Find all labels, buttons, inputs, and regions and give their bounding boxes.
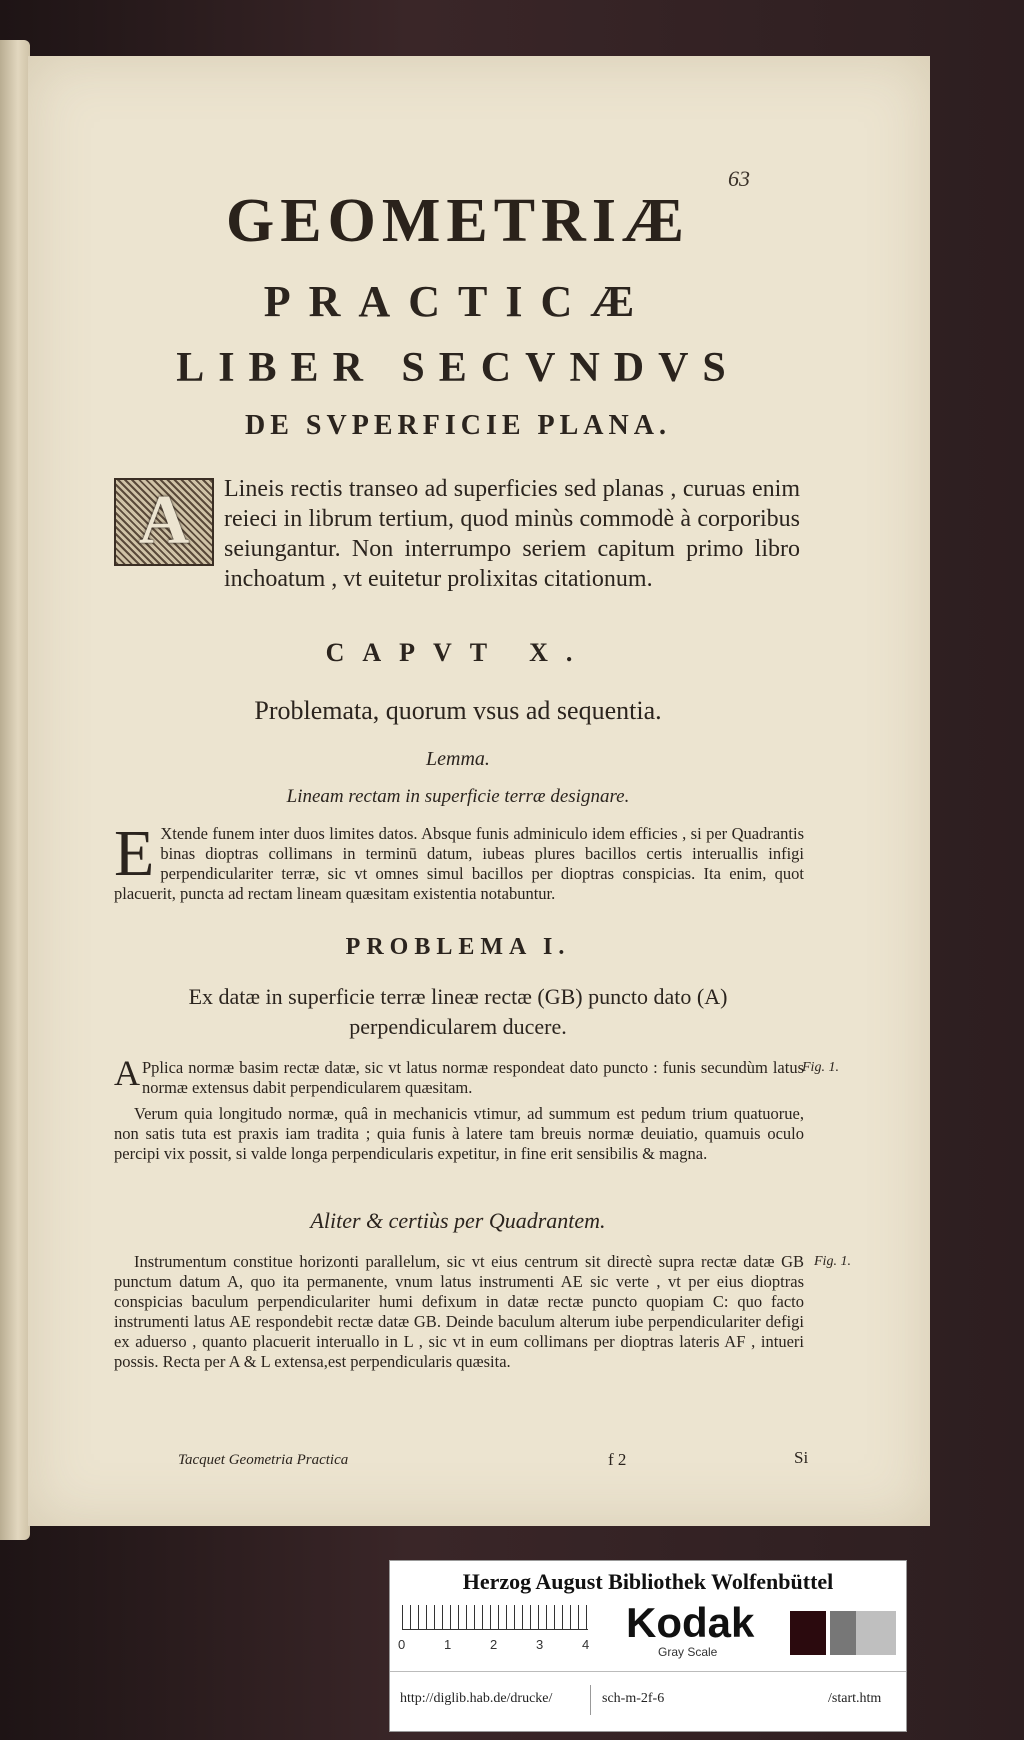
- aliter-heading: Aliter & certiùs per Quadrantem.: [310, 1208, 606, 1233]
- decorated-initial-a: [114, 478, 214, 566]
- signature-mark: f 2: [608, 1450, 627, 1469]
- ruler-number: 2: [490, 1637, 498, 1652]
- url-base: http://diglib.hab.de/drucke/: [400, 1691, 553, 1706]
- title-practicae: PRACTICÆ: [263, 277, 653, 326]
- page-number: 63: [728, 166, 750, 191]
- chapter-heading: CAPVT X.: [325, 638, 591, 667]
- color-swatch-light: [856, 1611, 896, 1655]
- title-liber-secundus: LIBER SECVNDVS: [176, 345, 740, 391]
- margin-note-fig-1: Fig. 1.: [802, 1060, 839, 1075]
- running-title: Tacquet Geometria Practica: [178, 1452, 349, 1468]
- lemma-title: Lineam rectam in superficie terræ designare.: [286, 786, 630, 807]
- problem-paragraph-2: Verum quia longitudo normæ, quâ in mechanicis vtimur, ad summum est pedum trium quatuorue, non satis tuta est praxis iam tradita ; quia funis à latere tam breuis normæ deuiatio, quamuis oculo percipi vix possit, si valde longa perpendicularis expetitur, in fine erit sensibilis & magna.: [114, 1104, 804, 1163]
- ruler-number: 4: [582, 1637, 590, 1652]
- lemma-body: Xtende funem inter duos limites datos. Absque funis adminiculo idem efficies , si per Quadrantis binas dioptras collimans in terminū datum, iubeas plures bacillos certis interuallis infigi perpendiculariter terræ, sic vt omnes simul bacillos per dioptras conspicias. Ita enim, quot placuerit, puncta ad rectam lineam quæsitam existentia notabuntur.: [114, 824, 804, 903]
- color-swatch-mid: [830, 1611, 856, 1655]
- title-de-superficie: DE SVPERFICIE PLANA.: [245, 410, 671, 441]
- url-separator: [590, 1685, 591, 1715]
- catchword: Si: [794, 1448, 809, 1467]
- ruler-number: 3: [536, 1637, 544, 1652]
- kodak-logo: Kodak: [626, 1599, 755, 1646]
- margin-note-fig-1-second: Fig. 1.: [814, 1254, 851, 1269]
- ruler-number: 1: [444, 1637, 452, 1652]
- initial-a-small: A: [114, 1053, 140, 1093]
- intro-paragraph: [114, 474, 800, 594]
- target-divider: [390, 1671, 906, 1672]
- color-swatch-dark: [790, 1611, 826, 1655]
- book-page: [28, 56, 930, 1526]
- problem-paragraph-1: [114, 1053, 804, 1098]
- chapter-subtitle: Problemata, quorum vsus ad sequentia.: [254, 696, 662, 725]
- facing-page-edge: [0, 40, 30, 1540]
- url-end: /start.htm: [828, 1691, 882, 1706]
- institution-name: Herzog August Bibliothek Wolfenbüttel: [462, 1569, 834, 1594]
- kodak-scan-target: [389, 1560, 907, 1732]
- problem-heading: PROBLEMA I.: [345, 934, 571, 960]
- intro-text: Lineis rectis transeo ad superficies sed planas , curuas enim reieci in librum tertium, quod minùs commodè à corporibus seiungantur. Non interrumpo seriem capitum primo libro inchoatum , vt euitetur prolixitas citationum.: [224, 476, 800, 592]
- ruler-number: 0: [398, 1637, 406, 1652]
- problem-paragraph-3: Instrumentum constitue horizonti parallelum, sic vt eius centrum sit directè supra rectæ datæ GB punctum datum A, quo ita permanente, vnum latus instrumenti AE sic verte , vt per eius dioptras conspicias baculum perpendiculariter humi defixum in datæ rectæ puncto quopiam C: quo facto instrumenti latus AE respondebit rectæ datæ GB. Deinde baculum alterum iube perpendiculariter defigi ex aduerso , quanto placuerit interuallo in L , sic vt in eum collimans per dioptras lateris AF , intueri possis. Recta per A & L extensa,est perpendicularis quæsita.: [114, 1252, 804, 1371]
- lemma-label: Lemma.: [426, 748, 490, 770]
- gray-scale-label: Gray Scale: [658, 1645, 718, 1659]
- initial-e: E: [114, 817, 155, 890]
- problem-statement: Ex datæ in superficie terræ lineæ rectæ (GB) puncto dato (A) perpendicularem ducere.: [188, 984, 728, 1039]
- url-identifier: sch-m-2f-6: [602, 1691, 665, 1706]
- lemma-paragraph: [114, 817, 804, 904]
- title-geometriae: GEOMETRIÆ: [226, 187, 690, 255]
- scale-ruler: [402, 1605, 588, 1630]
- decorated-initial-letter: A: [138, 482, 190, 559]
- problem-paragraph-1-text: Pplica normæ basim rectæ datæ, sic vt latus normæ respondeat dato puncto : funis secundùm latus normæ extensus dabit perpendicularem quæsitam.: [142, 1058, 804, 1097]
